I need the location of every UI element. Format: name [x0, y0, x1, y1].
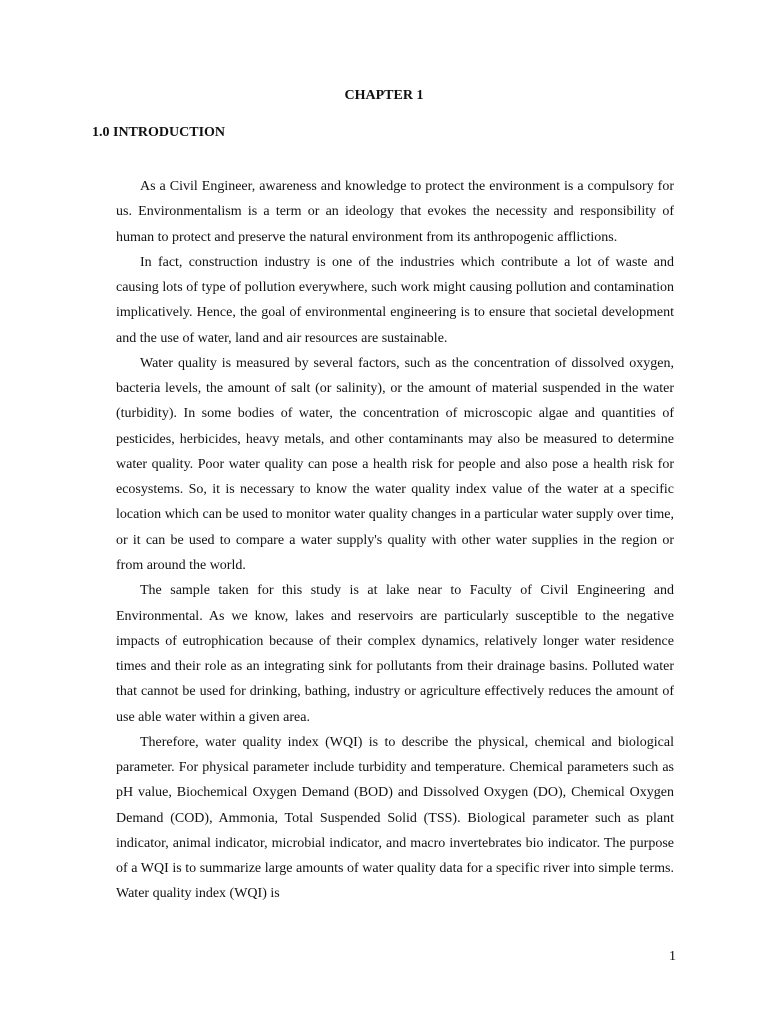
- section-heading: 1.0 INTRODUCTION: [92, 125, 226, 140]
- page-number: 1: [669, 949, 676, 964]
- chapter-title: CHAPTER 1: [344, 88, 424, 103]
- paragraph-sample: The sample taken for this study is at lake near to Faculty of Civil Engineering and Environmental. As we know, lakes and reservoirs are particularly susceptible to the negative impacts of eutrophication because of their complex dynamics, relatively longer water residence times and their role as an integrating sink for pollutants from their drainage basins. Polluted water that cannot be used for drinking, bathing, industry or agriculture effectively reduces the amount of use able water within a given area.: [116, 583, 674, 725]
- paragraph-intro: As a Civil Engineer, awareness and knowledge to protect the environment is a compulsory for us. Environmentalism is a term or an ideology that evokes the necessity and responsibility of human to protect and preserve the natural environment from its anthropogenic afflictions.: [116, 179, 674, 245]
- body-text: [116, 174, 674, 907]
- paragraph-water-quality: Water quality is measured by several factors, such as the concentration of dissolved oxygen, bacteria levels, the amount of salt (or salinity), or the amount of material suspended in the water (turbidity). In some bodies of water, the concentration of microscopic algae and quantities of pesticides, herbicides, heavy metals, and other contaminants may also be measured to determine water quality. Poor water quality can pose a health risk for people and also pose a health risk for ecosystems. So, it is necessary to know the water quality index value of the water at a specific location which can be used to monitor water quality changes in a particular water supply over time, or it can be used to compare a water supply's quality with other water supplies in the region or from around the world.: [116, 355, 674, 573]
- paragraph-wqi: Therefore, water quality index (WQI) is to describe the physical, chemical and biological parameter. For physical parameter include turbidity and temperature. Chemical parameters such as pH value, Biochemical Oxygen Demand (BOD) and Dissolved Oxygen (DO), Chemical Oxygen Demand (COD), Ammonia, Total Suspended Solid (TSS). Biological parameter such as plant indicator, animal indicator, microbial indicator, and macro invertebrates bio indicator. The purpose of a WQI is to summarize large amounts of water quality data for a specific river into simple terms. Water quality index (WQI) is: [116, 734, 674, 902]
- paragraph-construction: In fact, construction industry is one of the industries which contribute a lot of waste and causing lots of type of pollution everywhere, such work might causing pollution and contamination implicatively. Hence, the goal of environmental engineering is to ensure that societal development and the use of water, land and air resources are sustainable.: [116, 254, 674, 346]
